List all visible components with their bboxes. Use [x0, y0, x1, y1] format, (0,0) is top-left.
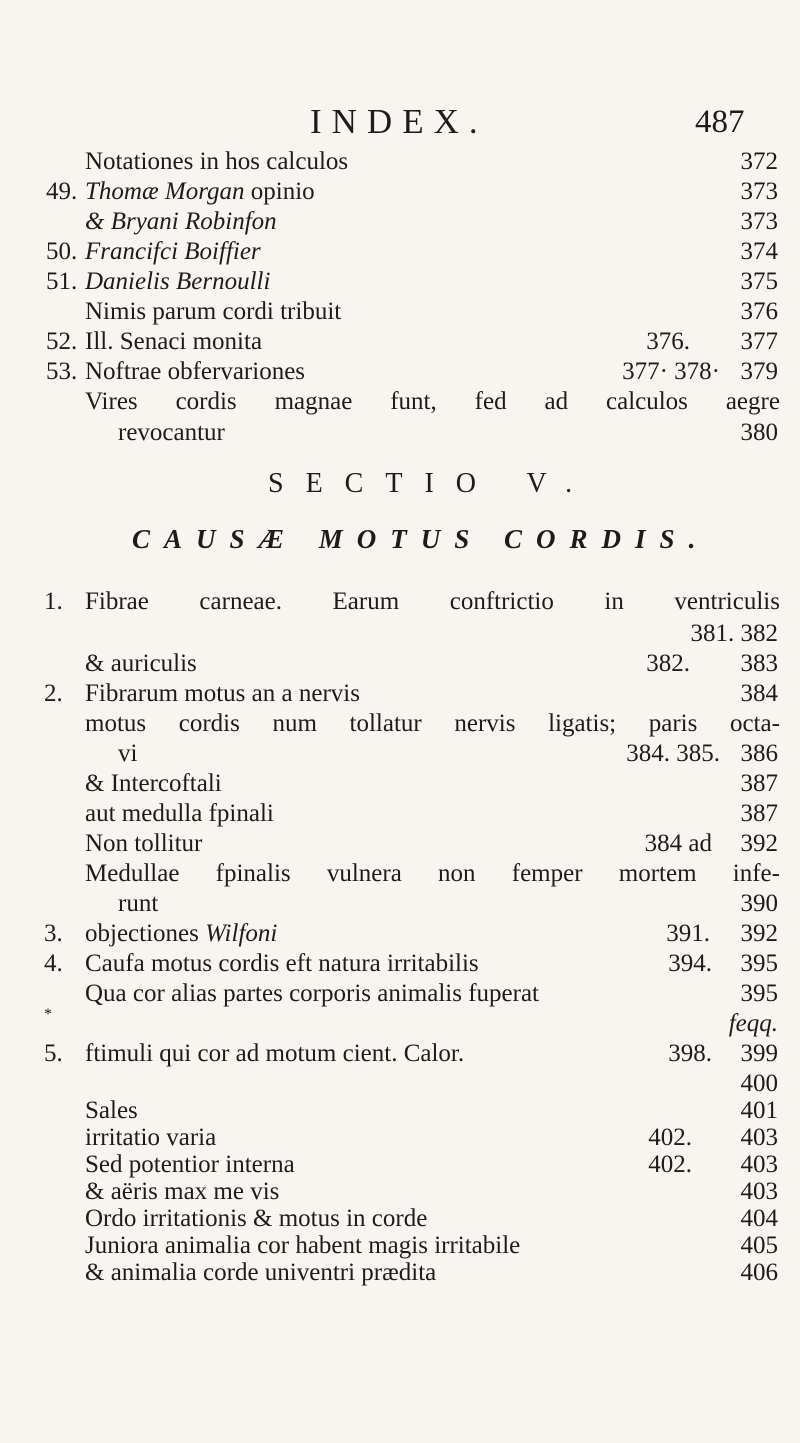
index-entry-page: 405	[740, 1232, 778, 1259]
word: mortem	[618, 860, 697, 887]
index-entry-continuation: revocantur	[118, 419, 225, 446]
word: fpinalis	[215, 860, 291, 887]
entry-number: 51.	[46, 268, 78, 295]
word: in	[604, 588, 624, 615]
index-entry-page: 373	[740, 208, 778, 235]
entry-number: 1.	[44, 588, 63, 615]
index-entry-page-mid: 384 ad	[644, 830, 712, 857]
index-entry-page-mid: 398.	[668, 1040, 712, 1067]
index-entry-text: ftimuli qui cor ad motum cient. Calor.	[85, 1040, 465, 1067]
word: funt,	[390, 388, 437, 415]
index-entry-text: Ordo irritationis & motus in corde	[85, 1205, 428, 1232]
entry-number: 5.	[44, 1040, 63, 1067]
asterisk-mark: *	[44, 1006, 52, 1023]
index-entry-page-mid: 376.	[646, 328, 690, 355]
index-entry-page: 374	[740, 238, 778, 265]
index-entry-text: Caufa motus cordis eft natura irritabilis	[85, 950, 479, 977]
index-entry-pages: 381. 382	[690, 620, 778, 647]
word: ligatis;	[548, 710, 617, 737]
index-entry-page-mid: 394.	[668, 950, 712, 977]
index-entry-text: Ill. Senaci monita	[85, 328, 263, 355]
index-entry-justified	[85, 860, 780, 888]
word: carneae.	[199, 588, 282, 615]
index-entry-page: 403	[740, 1178, 778, 1205]
entry-number: 50.	[46, 238, 78, 265]
index-entry-page: 392	[740, 920, 778, 947]
index-entry-text: irritatio varia	[85, 1124, 217, 1151]
index-entry-text: Non tollitur	[85, 830, 203, 857]
index-entry-text	[85, 178, 315, 206]
index-entry-page: 387	[740, 800, 778, 827]
entry-text: objectiones	[85, 920, 206, 947]
index-entry-page: 404	[740, 1205, 778, 1232]
word: ventriculis	[674, 588, 780, 615]
index-entry-page-mid: 402.	[648, 1124, 692, 1151]
word: paris	[648, 710, 698, 737]
word: Vires	[85, 388, 138, 415]
word: cordis	[178, 710, 240, 737]
index-entry-page: 373	[740, 178, 778, 205]
entry-number: 3.	[44, 920, 63, 947]
index-entry-text: Danielis Bernoulli	[85, 268, 271, 295]
word: vulnera	[326, 860, 402, 887]
word: cordis	[175, 388, 237, 415]
index-entry-text: & auriculis	[85, 650, 197, 677]
index-entry-text: aut medulla fpinali	[85, 800, 274, 827]
section-title: SECTIO V.	[268, 468, 595, 499]
word: infe-	[732, 860, 780, 887]
index-entry-text: Noftrae obfervariones	[85, 358, 306, 385]
index-entry-page-mid: 384. 385.	[626, 740, 720, 767]
index-entry-page-mid: 377· 378·	[622, 358, 720, 385]
index-entry-page: 383	[740, 650, 778, 677]
index-entry-page: 392	[740, 830, 778, 857]
word: magnae	[274, 388, 353, 415]
word: tollatur	[349, 710, 422, 737]
word: calculos	[606, 388, 688, 415]
word: conftrictio	[449, 588, 554, 615]
index-entry-continuation: vi	[118, 740, 138, 767]
word: fed	[474, 388, 507, 415]
index-entry-page: 386	[740, 740, 778, 767]
index-entry-page: 390	[740, 890, 778, 917]
word: non	[438, 860, 476, 887]
index-entry-text: Qua cor alias partes corporis animalis fuperat	[85, 980, 539, 1007]
word: aegre	[725, 388, 780, 415]
index-entry-text: & aëris max me vis	[85, 1178, 280, 1205]
index-entry-text: Francifci Boiffier	[85, 238, 261, 265]
index-entry-page: 406	[740, 1259, 778, 1286]
index-entry-justified	[85, 710, 780, 738]
index-entry-page: 403	[740, 1124, 778, 1151]
index-entry-page: 384	[740, 680, 778, 707]
entry-number: 53.	[46, 358, 78, 385]
index-entry-page: 395	[740, 950, 778, 977]
index-entry-text: Notationes in hos calculos	[85, 148, 349, 175]
index-entry-text: & Bryani Robinfon	[85, 208, 277, 235]
index-entry-page: 372	[740, 148, 778, 175]
entry-number: 2.	[44, 680, 63, 707]
index-entry-text: Nimis parum cordi tribuit	[85, 298, 342, 325]
index-entry-text: Fibrarum motus an a nervis	[85, 680, 360, 707]
entry-italic-name: Thomæ Morgan	[85, 178, 245, 205]
index-entry-page: 399	[740, 1040, 778, 1067]
index-entry-text: Sales	[85, 1097, 138, 1124]
word: ad	[544, 388, 569, 415]
word: femper	[511, 860, 583, 887]
entry-number: 49.	[46, 178, 78, 205]
section-subtitle: CAUSÆ MOTUS CORDIS.	[132, 524, 710, 554]
index-entry-text: Juniora animalia cor habent magis irritabile	[85, 1232, 521, 1259]
index-entry-justified	[85, 588, 780, 616]
index-entry-page: 380	[740, 419, 778, 446]
word: Medullae	[85, 860, 180, 887]
index-entry-text	[85, 920, 277, 948]
index-entry-text: Sed potentior interna	[85, 1151, 295, 1178]
index-entry-page: feqq.	[728, 1010, 778, 1037]
entry-number: 52.	[46, 328, 78, 355]
index-entry-page-mid: 402.	[648, 1151, 692, 1178]
index-entry-page: 387	[740, 770, 778, 797]
index-entry-page: 379	[740, 358, 778, 385]
index-entry-page: 375	[740, 268, 778, 295]
index-entry-continuation: runt	[118, 890, 159, 917]
word: octa-	[729, 710, 780, 737]
index-entry-page: 395	[740, 980, 778, 1007]
index-entry-page-mid: 391.	[666, 920, 710, 947]
running-header-title: INDEX.	[310, 102, 488, 141]
index-entry-page: 376	[740, 298, 778, 325]
index-entry-text: & Intercoftali	[85, 770, 222, 797]
page-number: 487	[695, 104, 745, 140]
entry-text-rest: opinio	[244, 178, 315, 205]
word: Earum	[332, 588, 400, 615]
word: num	[272, 710, 317, 737]
word: motus	[85, 710, 147, 737]
word: Fibrae	[85, 588, 149, 615]
index-entry-page: 377	[740, 328, 778, 355]
index-entry-page-mid: 382.	[646, 650, 690, 677]
index-entry-page: 401	[740, 1097, 778, 1124]
index-entry-page: 403	[740, 1151, 778, 1178]
index-entry-justified	[85, 388, 780, 416]
index-entry-page: 400	[740, 1070, 778, 1097]
word: nervis	[454, 710, 516, 737]
entry-italic-name: Wilfoni	[205, 920, 278, 947]
index-entry-text: & animalia corde univentri prædita	[85, 1259, 437, 1286]
entry-number: 4.	[44, 950, 63, 977]
